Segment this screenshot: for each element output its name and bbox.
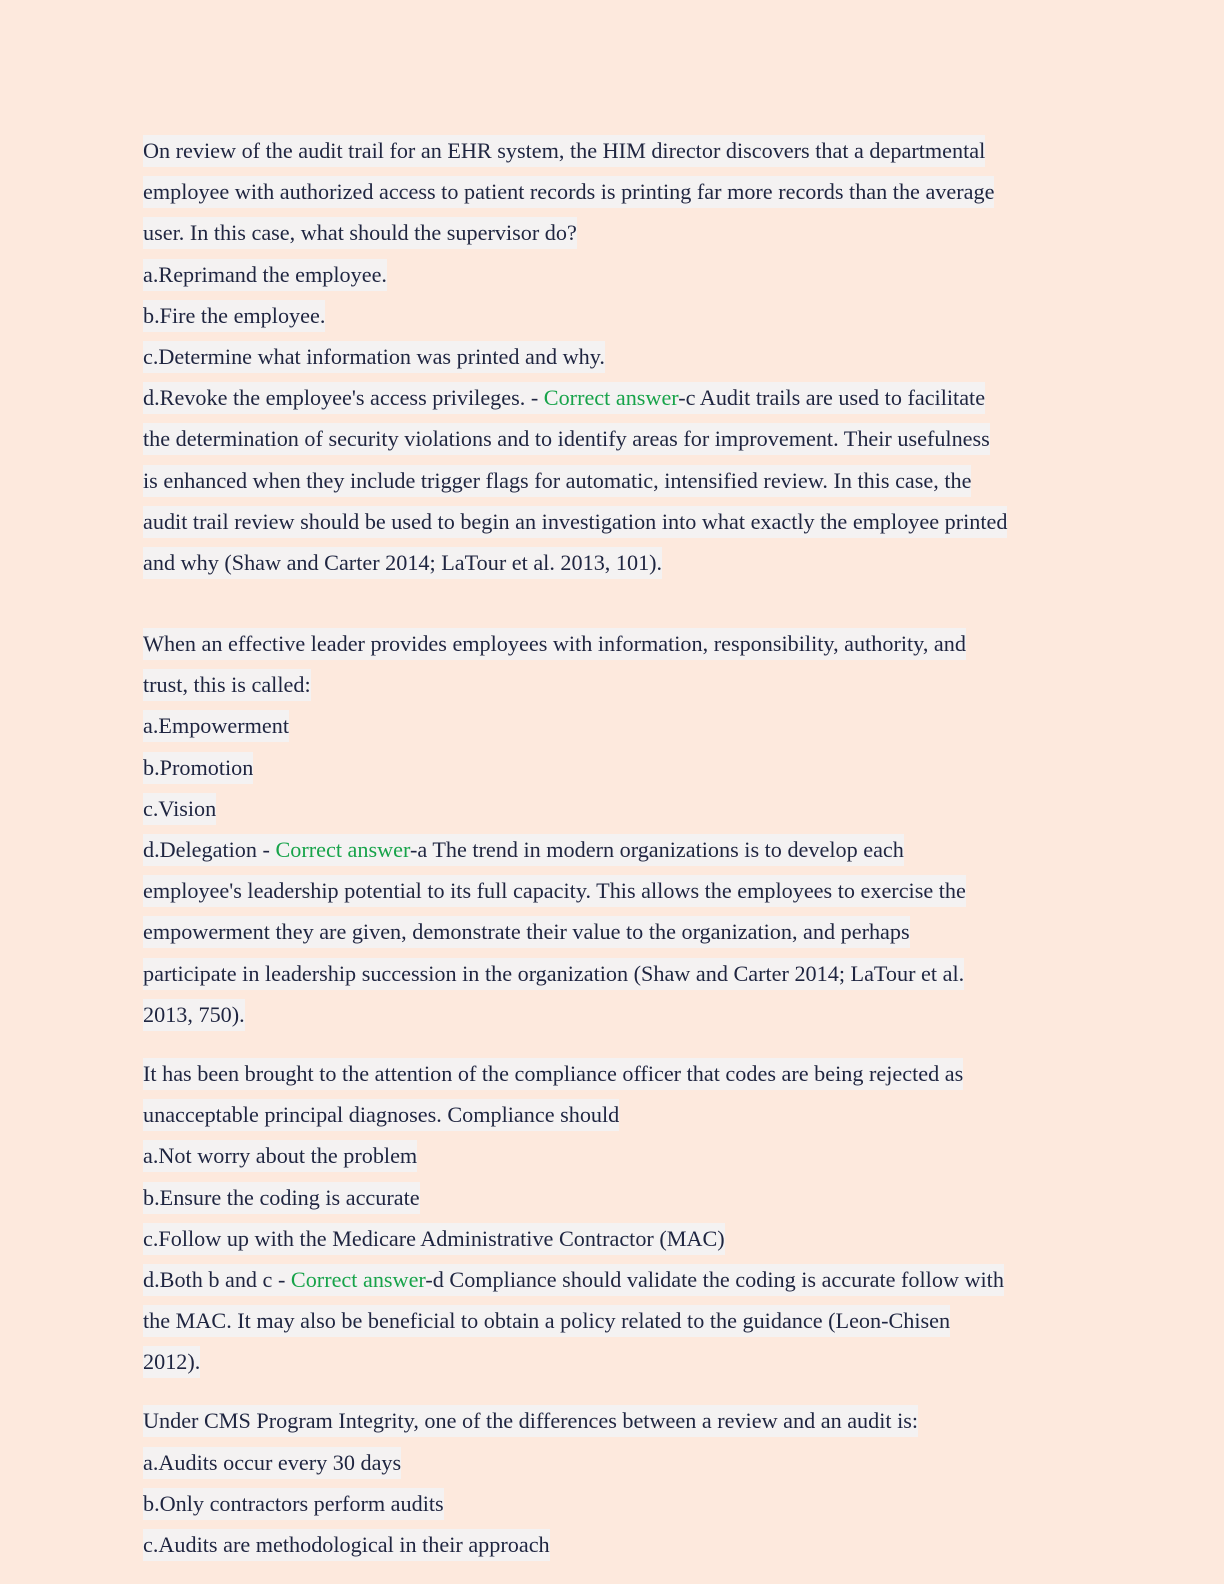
answer-option: a.Reprimand the employee. xyxy=(143,254,1083,295)
answer-option: c.Audits are methodological in their approach xyxy=(143,1524,1083,1565)
answer-option: b.Fire the employee. xyxy=(143,295,1083,336)
explanation-line: empowerment they are given, demonstrate their value to the organization, and perhaps xyxy=(143,911,1083,952)
answer-option: a.Not worry about the problem xyxy=(143,1135,1083,1176)
question-block xyxy=(143,1053,1083,1383)
question-block xyxy=(143,130,1083,583)
question-text-line: When an effective leader provides employees with information, responsibility, authority, and xyxy=(143,623,1083,664)
answer-option-with-correct-answer xyxy=(143,829,1083,870)
question-text-line: trust, this is called: xyxy=(143,664,1083,705)
last-option-text: d.Delegation - xyxy=(143,837,270,862)
explanation-line: participate in leadership succession in the organization (Shaw and Carter 2014; LaTour et al. xyxy=(143,953,1083,994)
explanation-line: is enhanced when they include trigger flags for automatic, intensified review. In this case, the xyxy=(143,460,1083,501)
answer-option: a.Empowerment xyxy=(143,705,1083,746)
explanation-line: 2013, 750). xyxy=(143,994,1083,1035)
question-text-line: On review of the audit trail for an EHR system, the HIM director discovers that a departmental xyxy=(143,130,1083,171)
answer-option: b.Ensure the coding is accurate xyxy=(143,1177,1083,1218)
explanation-line: audit trail review should be used to begin an investigation into what exactly the employee printed xyxy=(143,501,1083,542)
explanation-line: 2012). xyxy=(143,1341,1083,1382)
answer-option: b.Promotion xyxy=(143,747,1083,788)
document-content xyxy=(143,130,1083,1565)
answer-option: a.Audits occur every 30 days xyxy=(143,1442,1083,1483)
answer-option-with-correct-answer xyxy=(143,377,1083,418)
correct-answer-label: Correct answer xyxy=(269,837,410,862)
last-option-text: d.Both b and c - xyxy=(143,1266,286,1292)
question-block xyxy=(143,623,1083,1035)
question-text-line: employee with authorized access to patient records is printing far more records than the average xyxy=(143,171,1083,212)
explanation-line: and why (Shaw and Carter 2014; LaTour et al. 2013, 101). xyxy=(143,542,1083,583)
last-option-text: d.Revoke the employee's access privileges. - xyxy=(143,385,539,411)
correct-answer-label: Correct answer xyxy=(285,1266,426,1292)
question-text-line: Under CMS Program Integrity, one of the differences between a review and an audit is: xyxy=(143,1400,1083,1441)
answer-option: c.Determine what information was printed and why. xyxy=(143,336,1083,377)
explanation-line: the determination of security violations and to identify areas for improvement. Their usefulness xyxy=(143,418,1083,459)
explanation-line: employee's leadership potential to its full capacity. This allows the employees to exercise the xyxy=(143,870,1083,911)
answer-explanation-start: -d Compliance should validate the coding is accurate follow with xyxy=(425,1266,1004,1292)
answer-option-with-correct-answer xyxy=(143,1259,1083,1300)
correct-answer-label: Correct answer xyxy=(538,385,679,411)
answer-explanation-start: -a The trend in modern organizations is to develop each xyxy=(409,837,904,862)
answer-option: c.Vision xyxy=(143,788,1083,829)
question-block xyxy=(143,1400,1083,1565)
explanation-line: the MAC. It may also be beneficial to obtain a policy related to the guidance (Leon-Chisen xyxy=(143,1300,1083,1341)
question-text-line: It has been brought to the attention of the compliance officer that codes are being rejected as xyxy=(143,1053,1083,1094)
question-text-line: user. In this case, what should the supervisor do? xyxy=(143,212,1083,253)
answer-option: b.Only contractors perform audits xyxy=(143,1483,1083,1524)
answer-option: c.Follow up with the Medicare Administrative Contractor (MAC) xyxy=(143,1218,1083,1259)
question-text-line: unacceptable principal diagnoses. Compliance should xyxy=(143,1094,1083,1135)
answer-explanation-start: -c Audit trails are used to facilitate xyxy=(678,385,986,411)
